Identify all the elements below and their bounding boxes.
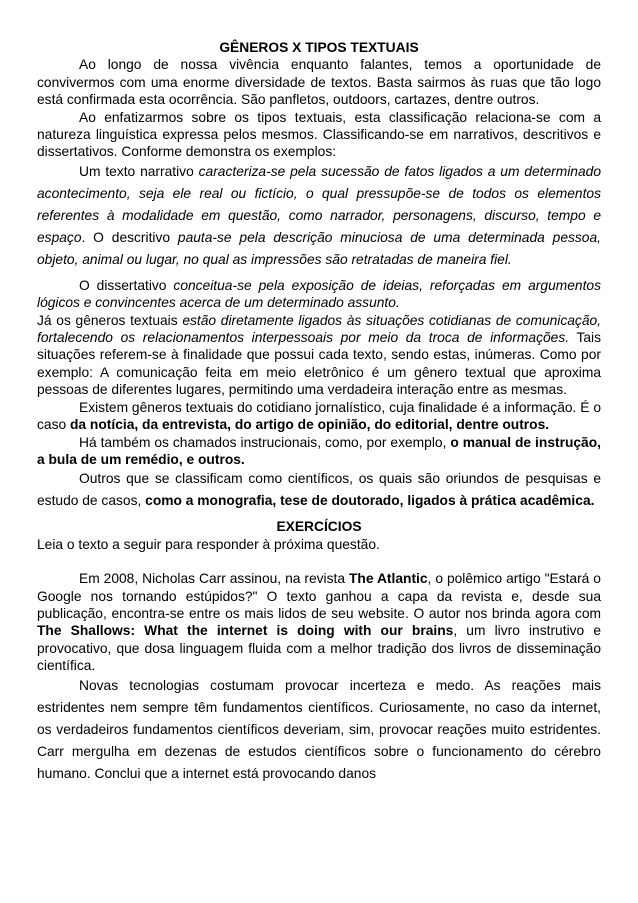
paragraph-journalistic: [37, 399, 601, 434]
text-run: Já os gêneros textuais: [37, 312, 183, 328]
exercises-heading: EXERCÍCIOS: [276, 519, 362, 535]
italic-run: pauta-se pela descrição minuciosa de uma determinada pessoa, objeto, animal ou lugar, no qual as impressões são retratadas de maneira fiel.: [37, 229, 601, 267]
paragraph-instructional: [37, 434, 601, 469]
text-run: , um livro instrutivo e provocativo, que dosa linguagem fluida com a melhor tradição dos livros de disseminação científica.: [37, 623, 602, 674]
bold-run: The Atlantic: [348, 571, 428, 587]
italic-run: conceitua-se pela exposição de ideias, reforçadas em argumentos lógicos e convincentes acerca de um determinado assunto.: [37, 277, 601, 311]
text-run: , o polêmico artigo "Estará o Google nos tornando estúpidos?" O texto ganhou a capa da revista e, desde sua publicação, encontra-se entre os mais lidos de seu website. O autor nos brinda agora com: [37, 571, 601, 621]
text-run: Tais situações referem-se à finalidade que possui cada texto, sendo estas, inúmeras. Como por exemplo: A comunicação feita em meio eletrônico é um gênero textual que aproxima pessoas de diferentes lugares, permitindo uma verdadeira interação entre as mesmas.: [37, 330, 601, 398]
paragraph-intro: Ao longo de nossa vivência enquanto falantes, temos a oportunidade de convivermos com uma enorme diversidade de textos. Basta sairmos às ruas que tão logo está confirmada esta ocorrência. São panfletos, outdoors, cartazes, dentre outros.: [37, 57, 601, 108]
exercise-instruction: Leia o texto a seguir para responder à próxima questão.: [37, 536, 380, 552]
text-run: Existem gêneros textuais do cotidiano jornalístico, cuja finalidade é a informação. É o caso: [37, 399, 601, 433]
text-run: Há também os chamados instrucionais, como, por exemplo,: [79, 434, 451, 450]
paragraph-scientific: [37, 468, 601, 512]
text-run: Em 2008, Nicholas Carr assinou, na revista: [79, 571, 349, 587]
text-run: O dissertativo: [79, 277, 174, 293]
bold-run: da notícia, da entrevista, do artigo de opinião, do editorial, dentre outros.: [69, 417, 550, 433]
paragraph-genres: [37, 312, 601, 399]
paragraph-carr-article: [37, 570, 601, 674]
document-page: [37, 39, 601, 785]
bold-run: The Shallows: What the internet is doing with our brains: [37, 623, 454, 639]
bold-run: o manual de instrução, a bula de um remédio, e outros.: [37, 434, 601, 467]
paragraph-text-types: Ao enfatizarmos sobre os tipos textuais, esta classificação relaciona-se com a natureza linguística expressa pelos mesmos. Classificando-se em narrativos, descritivos e dissertativos. Conforme demonstra os exemplos:: [37, 109, 601, 160]
text-run: . O descritivo: [81, 229, 178, 245]
paragraph-dissertative: [37, 277, 601, 312]
paragraph-new-technologies: Novas tecnologias costumam provocar incerteza e medo. As reações mais estridentes nem sempre têm fundamentos científicos. Curiosamente, no caso da internet, os verdadeiros fundamentos científicos deveriam, sim, provocar reações muito estridentes. Carr mergulha em dezenas de estudos científicos sobre o funcionamento do cérebro humano. Conclui que a internet está provocando danos: [37, 677, 601, 781]
text-run: Um texto narrativo: [79, 163, 199, 179]
paragraph-narrative-descriptive: [37, 161, 601, 271]
spacer: [37, 553, 601, 570]
italic-run: estão diretamente ligados às situações cotidianas de comunicação, fortalecendo os relacionamentos interpessoais por meio da troca de informações.: [37, 312, 601, 346]
page-title: GÊNEROS X TIPOS TEXTUAIS: [219, 40, 419, 55]
italic-run: caracteriza-se pela sucessão de fatos ligados a um determinado acontecimento, seja ele real ou fictício, o qual pressupõe-se de todos os elementos referentes à modalidade em questão, como narrador, personagens, discurso, tempo e espaço: [37, 163, 602, 245]
bold-run: como a monografia, tese de doutorado, ligados à prática acadêmica.: [145, 493, 595, 509]
text-run: Outros que se classificam como científicos, os quais são oriundos de pesquisas e estudo de casos,: [37, 471, 601, 509]
